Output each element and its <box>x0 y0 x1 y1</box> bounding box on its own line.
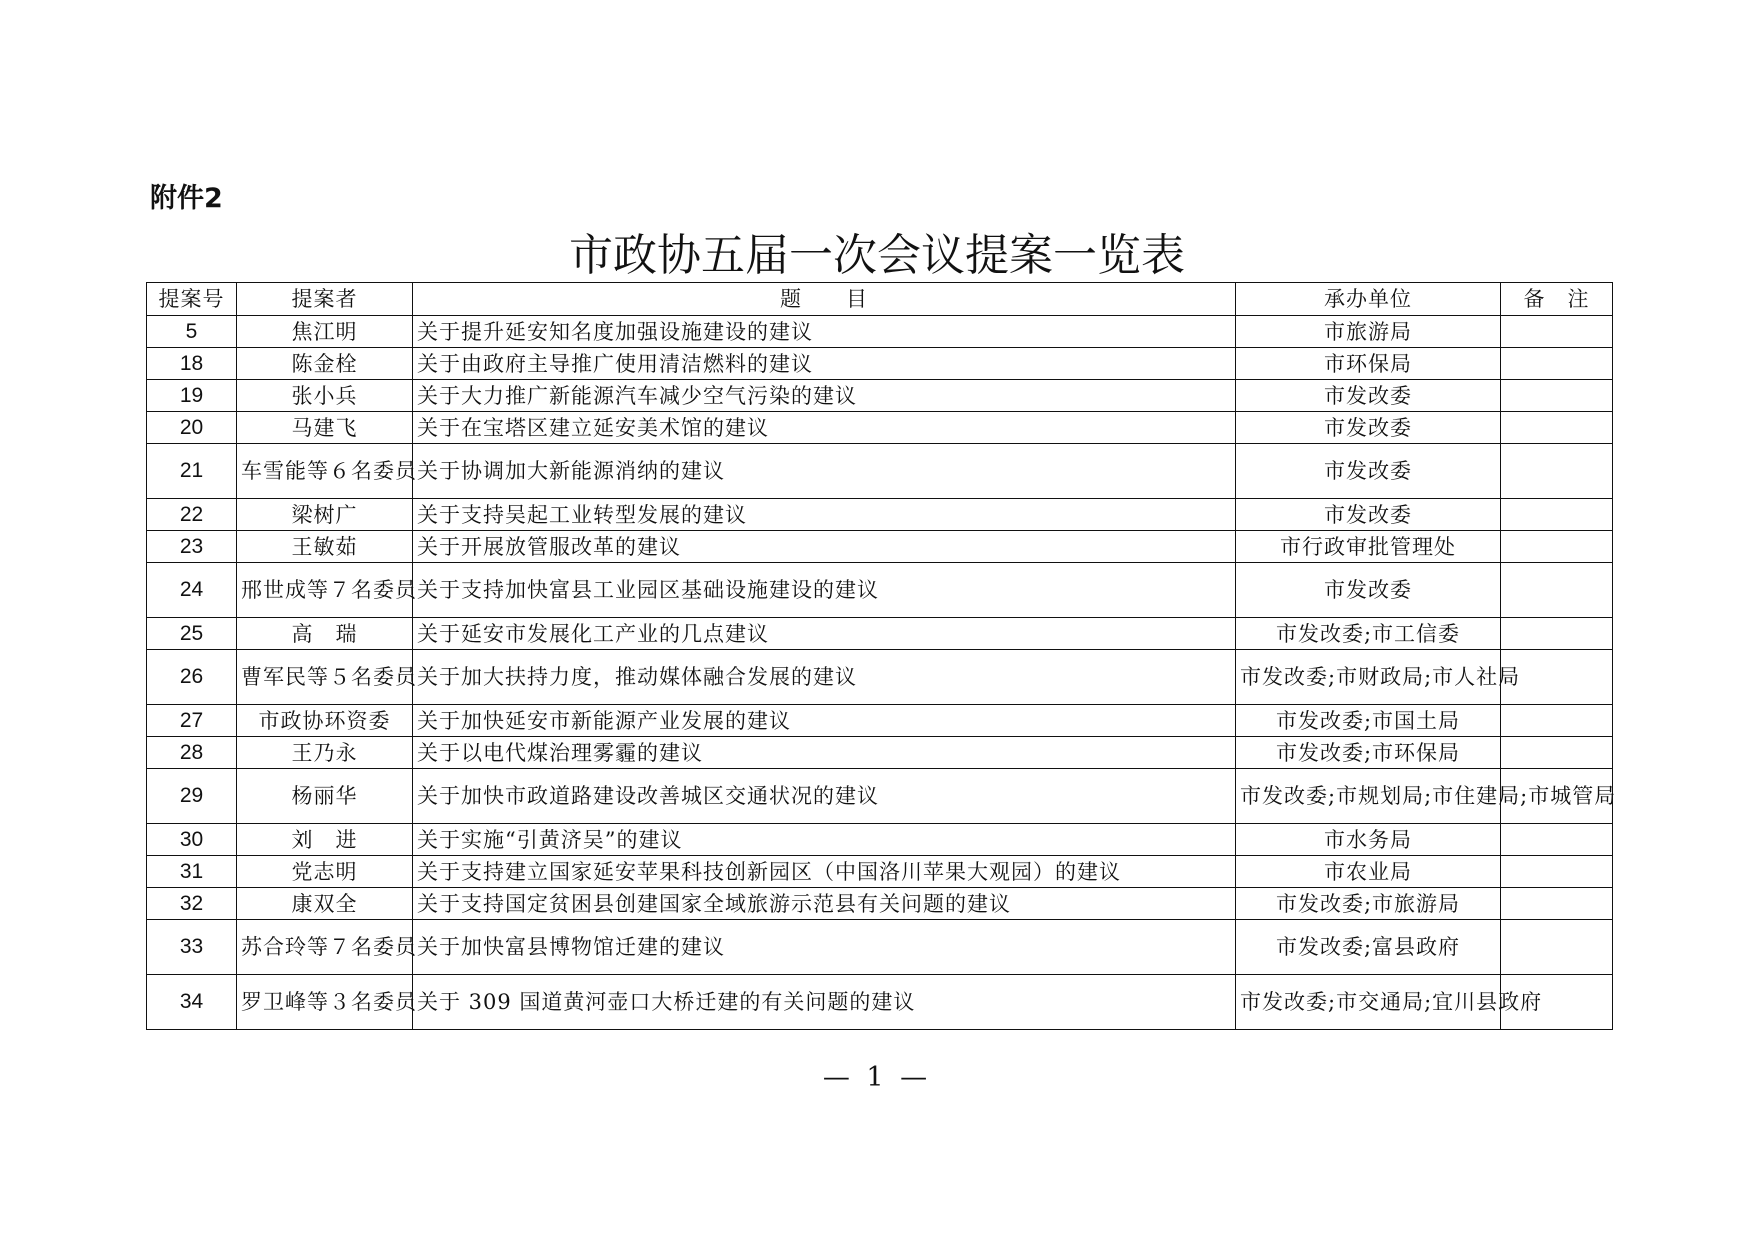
table-header-row <box>147 283 1613 316</box>
cell-proposer: 焦江明 <box>237 316 413 348</box>
cell-proposal-number: 26 <box>147 650 237 705</box>
cell-proposal-number: 20 <box>147 412 237 444</box>
cell-note <box>1501 348 1613 380</box>
cell-handling-unit: 市发改委 <box>1236 412 1501 444</box>
cell-note <box>1501 531 1613 563</box>
cell-handling-unit: 市发改委;市环保局 <box>1236 737 1501 769</box>
cell-proposer: 张小兵 <box>237 380 413 412</box>
table-row <box>147 856 1613 888</box>
cell-proposal-number: 27 <box>147 705 237 737</box>
cell-proposal-number: 30 <box>147 824 237 856</box>
cell-proposer: 刘 进 <box>237 824 413 856</box>
cell-proposal-number: 33 <box>147 920 237 975</box>
cell-proposal-number: 5 <box>147 316 237 348</box>
cell-topic: 关于支持吴起工业转型发展的建议 <box>413 499 1236 531</box>
cell-handling-unit: 市发改委;市交通局;宜川县政府 <box>1236 975 1501 1030</box>
cell-note <box>1501 412 1613 444</box>
cell-proposal-number: 32 <box>147 888 237 920</box>
cell-note <box>1501 563 1613 618</box>
cell-topic: 关于由政府主导推广使用清洁燃料的建议 <box>413 348 1236 380</box>
cell-proposal-number: 24 <box>147 563 237 618</box>
cell-handling-unit: 市发改委 <box>1236 499 1501 531</box>
cell-note <box>1501 856 1613 888</box>
column-header-author: 提案者 <box>237 283 413 316</box>
cell-proposal-number: 28 <box>147 737 237 769</box>
table-row <box>147 618 1613 650</box>
cell-proposer: 苏合玲等７名委员 <box>237 920 413 975</box>
cell-handling-unit: 市发改委 <box>1236 444 1501 499</box>
cell-topic: 关于支持建立国家延安苹果科技创新园区（中国洛川苹果大观园）的建议 <box>413 856 1236 888</box>
table-row <box>147 316 1613 348</box>
cell-note <box>1501 380 1613 412</box>
table-row <box>147 563 1613 618</box>
cell-note <box>1501 618 1613 650</box>
table-row <box>147 737 1613 769</box>
table-row <box>147 412 1613 444</box>
cell-topic: 关于加快富县博物馆迁建的建议 <box>413 920 1236 975</box>
cell-proposer: 党志明 <box>237 856 413 888</box>
cell-topic: 关于支持国定贫困县创建国家全域旅游示范县有关问题的建议 <box>413 888 1236 920</box>
table-row <box>147 705 1613 737</box>
cell-proposal-number: 22 <box>147 499 237 531</box>
table-row <box>147 650 1613 705</box>
cell-topic: 关于协调加大新能源消纳的建议 <box>413 444 1236 499</box>
cell-topic: 关于加大扶持力度，推动媒体融合发展的建议 <box>413 650 1236 705</box>
cell-note <box>1501 920 1613 975</box>
table-row <box>147 769 1613 824</box>
cell-proposer: 梁树广 <box>237 499 413 531</box>
attachment-label: 附件2 <box>150 183 223 214</box>
cell-topic: 关于 309 国道黄河壶口大桥迁建的有关问题的建议 <box>413 975 1236 1030</box>
cell-proposal-number: 29 <box>147 769 237 824</box>
cell-topic: 关于提升延安知名度加强设施建设的建议 <box>413 316 1236 348</box>
cell-topic: 关于大力推广新能源汽车减少空气污染的建议 <box>413 380 1236 412</box>
cell-proposer: 王乃永 <box>237 737 413 769</box>
cell-topic: 关于延安市发展化工产业的几点建议 <box>413 618 1236 650</box>
cell-proposal-number: 31 <box>147 856 237 888</box>
table-row <box>147 975 1613 1030</box>
cell-handling-unit: 市发改委;市工信委 <box>1236 618 1501 650</box>
cell-handling-unit: 市旅游局 <box>1236 316 1501 348</box>
cell-proposer: 曹军民等５名委员 <box>237 650 413 705</box>
cell-proposer: 王敏茹 <box>237 531 413 563</box>
column-header-unit: 承办单位 <box>1236 283 1501 316</box>
cell-topic: 关于开展放管服改革的建议 <box>413 531 1236 563</box>
cell-handling-unit: 市环保局 <box>1236 348 1501 380</box>
cell-note <box>1501 824 1613 856</box>
cell-proposer: 车雪能等６名委员 <box>237 444 413 499</box>
cell-proposal-number: 21 <box>147 444 237 499</box>
cell-topic: 关于在宝塔区建立延安美术馆的建议 <box>413 412 1236 444</box>
page-number: — 1 — <box>822 1062 932 1093</box>
cell-proposal-number: 25 <box>147 618 237 650</box>
cell-handling-unit: 市发改委;富县政府 <box>1236 920 1501 975</box>
column-header-note: 备 注 <box>1501 283 1613 316</box>
cell-proposer: 高 瑞 <box>237 618 413 650</box>
cell-proposer: 邢世成等７名委员 <box>237 563 413 618</box>
cell-proposer: 康双全 <box>237 888 413 920</box>
cell-proposer: 马建飞 <box>237 412 413 444</box>
cell-note <box>1501 316 1613 348</box>
cell-handling-unit: 市行政审批管理处 <box>1236 531 1501 563</box>
table-row <box>147 824 1613 856</box>
cell-handling-unit: 市发改委;市国土局 <box>1236 705 1501 737</box>
column-header-number: 提案号 <box>147 283 237 316</box>
cell-handling-unit: 市水务局 <box>1236 824 1501 856</box>
cell-proposer: 罗卫峰等３名委员 <box>237 975 413 1030</box>
cell-handling-unit: 市农业局 <box>1236 856 1501 888</box>
page-title: 市政协五届一次会议提案一览表 <box>569 230 1185 281</box>
cell-proposer: 陈金栓 <box>237 348 413 380</box>
proposal-table <box>146 282 1617 1030</box>
cell-handling-unit: 市发改委 <box>1236 380 1501 412</box>
cell-note <box>1501 444 1613 499</box>
cell-topic: 关于以电代煤治理雾霾的建议 <box>413 737 1236 769</box>
cell-note <box>1501 705 1613 737</box>
table-row <box>147 348 1613 380</box>
table-row <box>147 444 1613 499</box>
cell-handling-unit: 市发改委;市规划局;市住建局;市城管局 <box>1236 769 1501 824</box>
cell-proposal-number: 18 <box>147 348 237 380</box>
cell-proposal-number: 19 <box>147 380 237 412</box>
cell-handling-unit: 市发改委;市旅游局 <box>1236 888 1501 920</box>
cell-note <box>1501 737 1613 769</box>
cell-proposal-number: 23 <box>147 531 237 563</box>
cell-topic: 关于加快延安市新能源产业发展的建议 <box>413 705 1236 737</box>
table-row <box>147 888 1613 920</box>
cell-handling-unit: 市发改委 <box>1236 563 1501 618</box>
cell-note <box>1501 499 1613 531</box>
table-body <box>147 316 1617 1030</box>
cell-proposer: 市政协环资委 <box>237 705 413 737</box>
table-row <box>147 499 1613 531</box>
cell-topic: 关于支持加快富县工业园区基础设施建设的建议 <box>413 563 1236 618</box>
cell-handling-unit: 市发改委;市财政局;市人社局 <box>1236 650 1501 705</box>
table-row <box>147 531 1613 563</box>
cell-note <box>1501 888 1613 920</box>
cell-topic: 关于实施“引黄济吴”的建议 <box>413 824 1236 856</box>
table-row <box>147 920 1613 975</box>
cell-topic: 关于加快市政道路建设改善城区交通状况的建议 <box>413 769 1236 824</box>
table-row <box>147 380 1613 412</box>
cell-proposal-number: 34 <box>147 975 237 1030</box>
column-header-topic: 题 目 <box>413 283 1236 316</box>
cell-proposer: 杨丽华 <box>237 769 413 824</box>
